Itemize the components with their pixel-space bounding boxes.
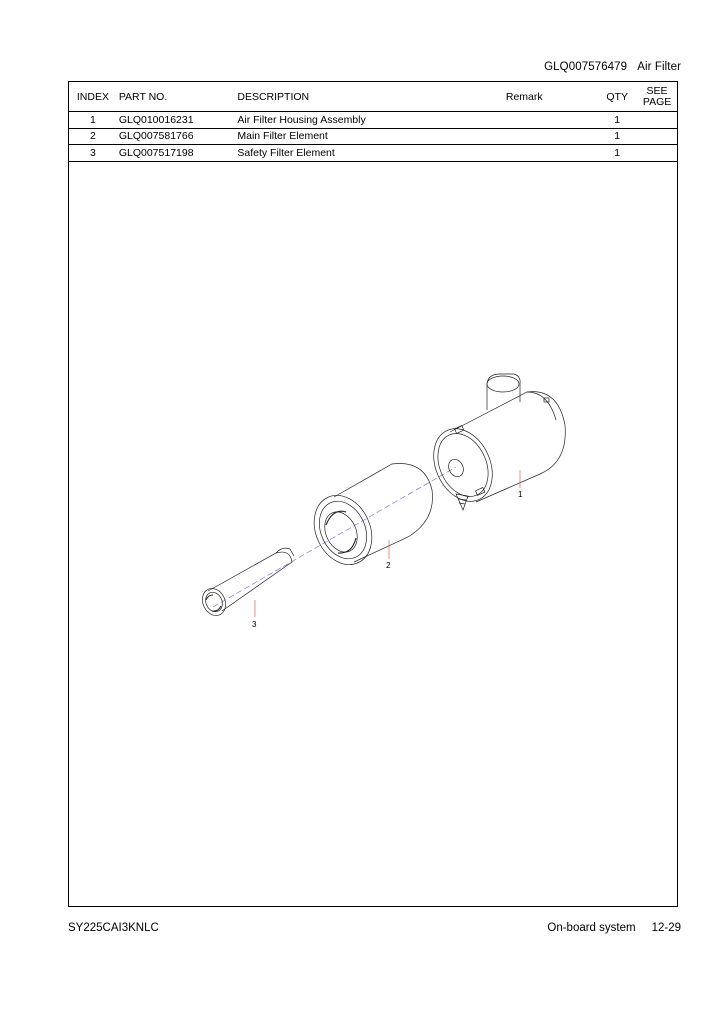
row-description: Air Filter Housing Assembly [237,112,506,129]
row-part-no: GLQ007581766 [117,128,238,145]
main-filter-element [303,464,432,575]
col-see-page: SEE PAGE [637,82,677,112]
callout-3: 3 [252,620,257,629]
header-part-number: GLQ007576479 [544,61,628,73]
footer-section: On-board system [547,922,636,934]
row-qty: 1 [597,145,637,162]
row-index: 2 [69,128,117,145]
col-remark: Remark [506,82,597,112]
air-filter-housing [422,374,565,511]
footer-page-number: 12-29 [651,922,681,934]
col-description: DESCRIPTION [237,82,506,112]
footer-right [547,922,681,934]
col-part-no: PART NO. [117,82,238,112]
header-title: Air Filter [637,61,681,73]
col-index: INDEX [69,82,117,112]
row-part-no: GLQ010016231 [117,112,238,129]
footer-model: SY225CAI3KNLC [68,922,159,934]
row-description: Safety Filter Element [237,145,506,162]
callout-2: 2 [386,561,391,570]
col-qty: QTY [597,82,637,112]
row-description: Main Filter Element [237,128,506,145]
safety-filter-element [198,548,294,619]
row-qty: 1 [597,112,637,129]
row-index: 3 [69,145,117,162]
row-part-no: GLQ007517198 [117,145,238,162]
row-qty: 1 [597,128,637,145]
row-index: 1 [69,112,117,129]
callout-1: 1 [518,490,523,499]
